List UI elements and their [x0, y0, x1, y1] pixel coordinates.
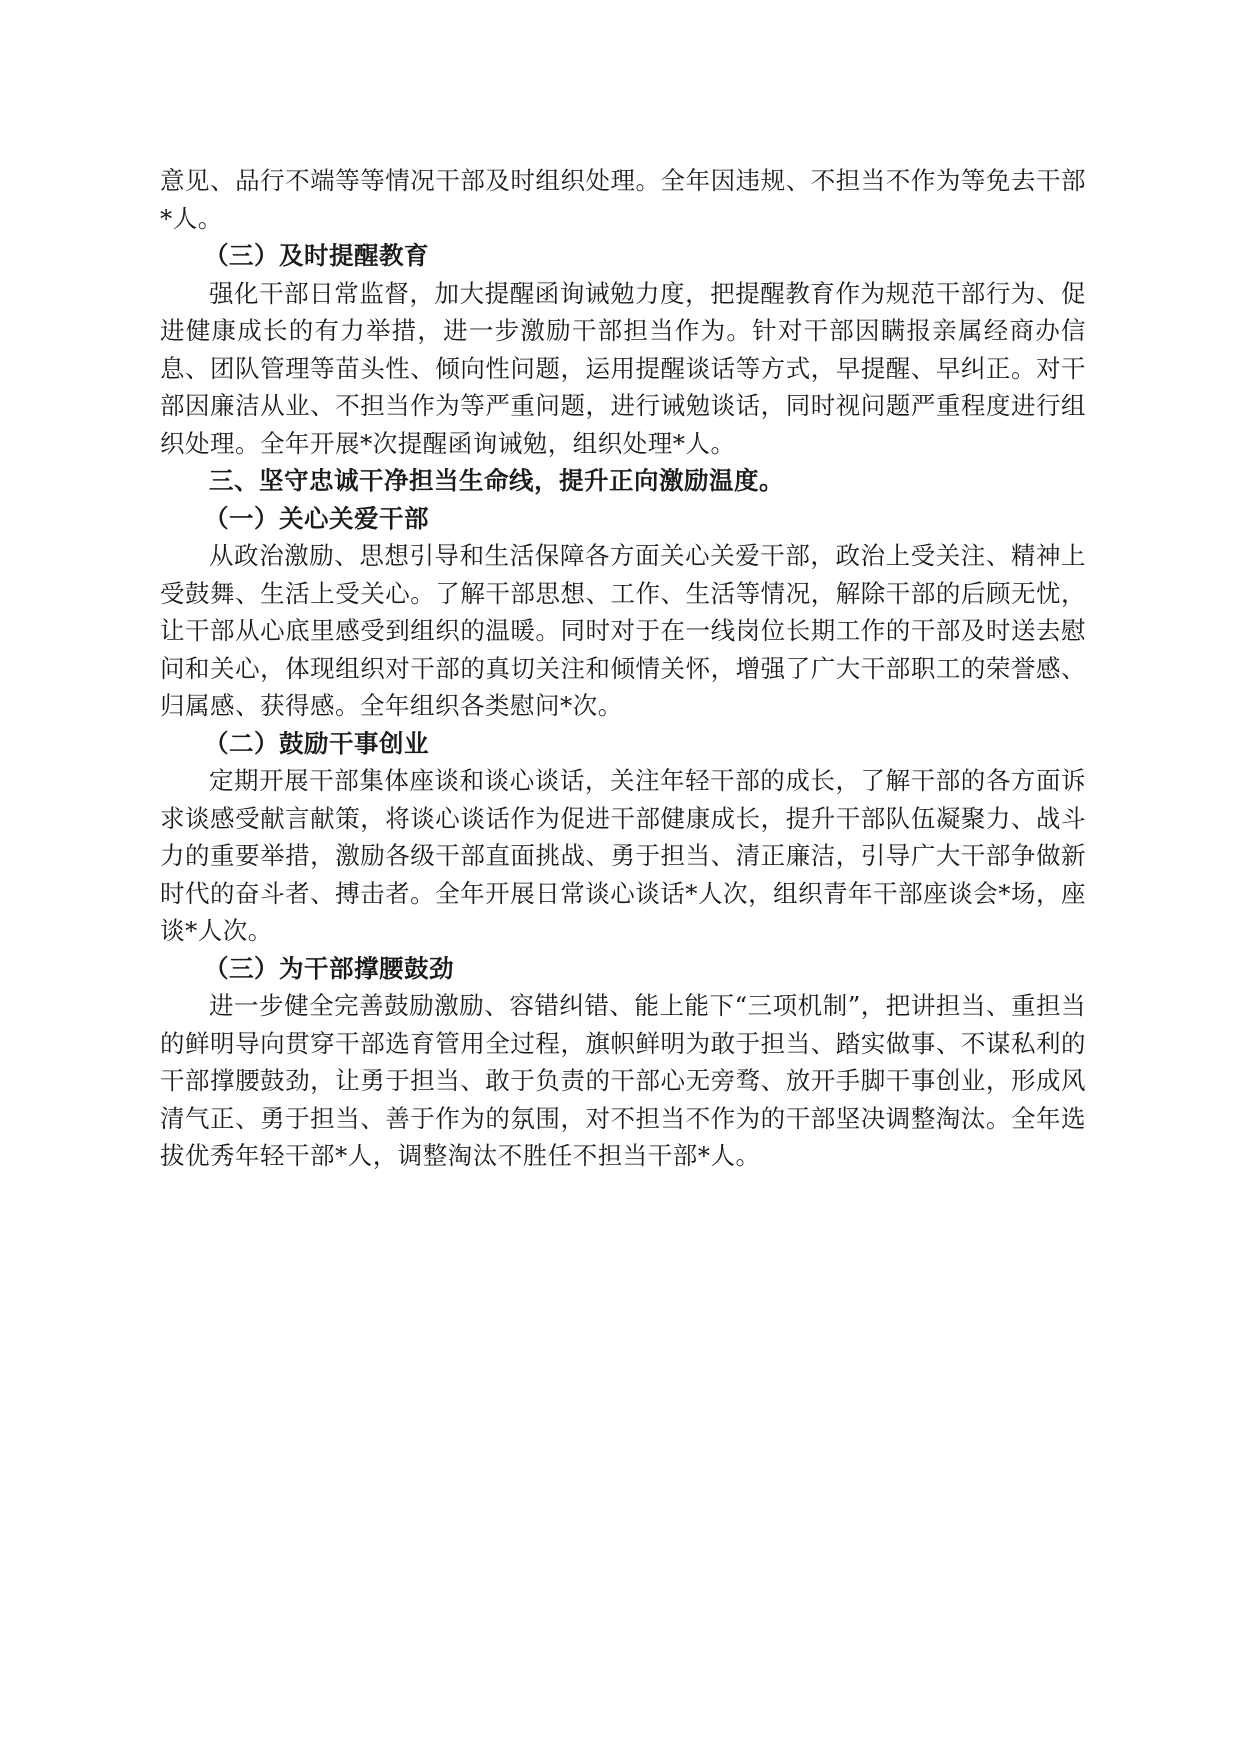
paragraph-encourage: 定期开展干部集体座谈和谈心谈话，关注年轻干部的成长，了解干部的各方面诉求谈感受献言献策，将谈心谈话作为促进干部健康成长，提升干部队伍凝聚力、战斗力的重要举措，激励各级干部直面挑战、勇于担当、清正廉洁，引导广大干部争做新时代的奋斗者、搏击者。全年开展日常谈心谈话*人次，组织青年干部座谈会*场，座谈*人次。 [160, 766, 1086, 945]
section-heading-part-three: 三、坚守忠诚干净担当生命线，提升正向激励温度。 [209, 466, 784, 495]
section-heading-timely-reminder: （三）及时提醒教育 [204, 241, 429, 270]
paragraph-support: 进一步健全完善鼓励激励、容错纠错、能上能下“三项机制”，把讲担当、重担当的鲜明导向贯穿干部选育管用全过程，旗帜鲜明为敢于担当、踏实做事、不谋私利的干部撑腰鼓劲，让勇于担当、敢于负责的干部心无旁骛、放开手脚干事创业，形成风清气正、勇于担当、善于作为的氛围，对不担当不作为的干部坚决调整淘汰。全年选拔优秀年轻干部*人，调整淘汰不胜任不担当干部*人。 [160, 991, 1086, 1170]
paragraph-care: 从政治激励、思想引导和生活保障各方面关心关爱干部，政治上受关注、精神上受鼓舞、生活上受关心。了解干部思想、工作、生活等情况，解除干部的后顾无忧，让干部从心底里感受到组织的温暖。同时对于在一线岗位长期工作的干部及时送去慰问和关心，体现组织对干部的真切关注和倾情关怀，增强了广大干部职工的荣誉感、归属感、获得感。全年组织各类慰问*次。 [160, 541, 1086, 720]
section-heading-care: （一）关心关爱干部 [204, 503, 429, 533]
paragraph-continued: 意见、品行不端等等情况干部及时组织处理。全年因违规、不担当不作为等免去干部*人。 [160, 166, 1086, 233]
document-page [160, 162, 1086, 1175]
paragraph-reminder-education: 强化干部日常监督，加大提醒函询诫勉力度，把提醒教育作为规范干部行为、促进健康成长的有力举措，进一步激励干部担当作为。针对干部因瞒报亲属经商办信息、团队管理等苗头性、倾向性问题，运用提醒谈话等方式，早提醒、早纠正。对干部因廉洁从业、不担当作为等严重问题，进行诫勉谈话，同时视问题严重程度进行组织处理。全年开展*次提醒函询诫勉，组织处理*人。 [160, 278, 1086, 458]
section-heading-support: （三）为干部撑腰鼓劲 [204, 953, 454, 983]
section-heading-encourage: （二）鼓励干事创业 [204, 728, 429, 758]
